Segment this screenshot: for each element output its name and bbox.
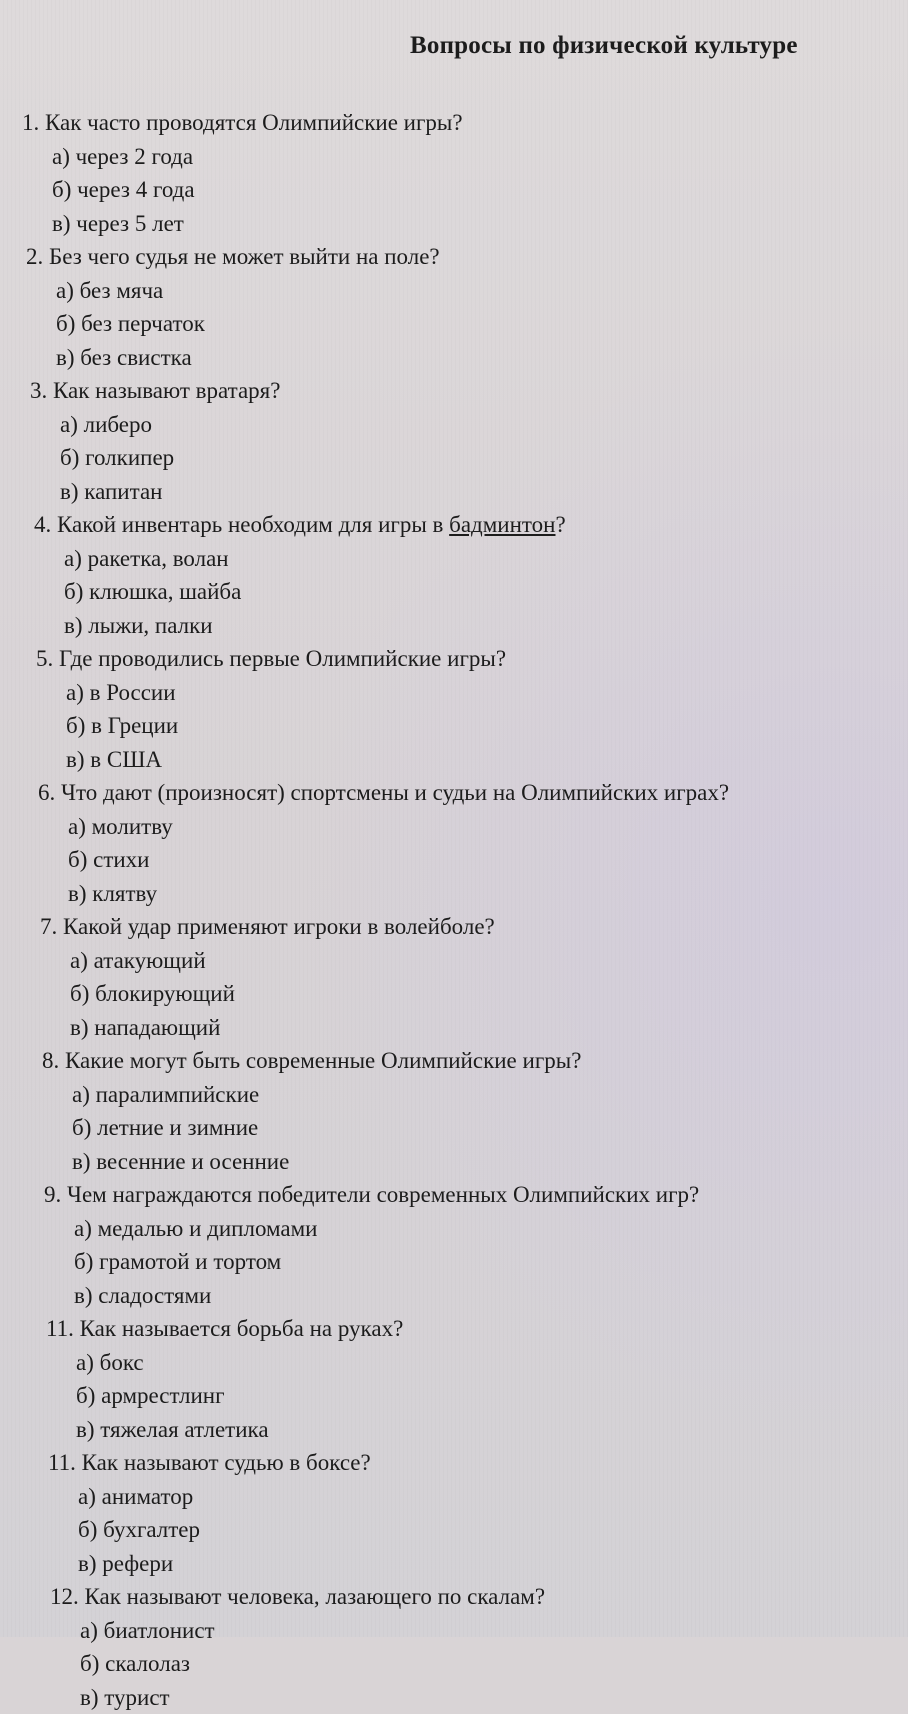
answer-option: а) паралимпийские (42, 1078, 902, 1112)
answer-option: в) тяжелая атлетика (46, 1413, 902, 1447)
question-2 (22, 240, 902, 374)
answer-option: в) капитан (30, 475, 902, 509)
answer-option: а) через 2 года (22, 140, 902, 174)
answer-option: в) без свистка (26, 341, 902, 375)
question-text: 5. Где проводились первые Олимпийские игры? (36, 642, 902, 676)
answer-option: а) биатлонист (50, 1614, 902, 1648)
answer-option: б) бухгалтер (48, 1513, 902, 1547)
answer-option: в) в США (36, 743, 902, 777)
question-11a (22, 1312, 902, 1446)
question-7 (22, 910, 902, 1044)
question-11b (22, 1446, 902, 1580)
answer-option: б) блокирующий (40, 977, 902, 1011)
answer-option: в) через 5 лет (22, 207, 902, 241)
answer-option: б) без перчаток (26, 307, 902, 341)
answer-option: в) турист (50, 1681, 902, 1714)
answer-option: б) армрестлинг (46, 1379, 902, 1413)
answer-option: а) без мяча (26, 274, 902, 308)
answer-option: б) летние и зимние (42, 1111, 902, 1145)
question-9 (22, 1178, 902, 1312)
question-text: 3. Как называют вратаря? (30, 374, 902, 408)
question-text-end: ? (555, 512, 565, 537)
answer-option: в) нападающий (40, 1011, 902, 1045)
answer-option: а) в России (36, 676, 902, 710)
question-12 (22, 1580, 902, 1714)
question-list (22, 106, 902, 1714)
answer-option: а) атакующий (40, 944, 902, 978)
question-text: 9. Чем награждаются победители современных Олимпийских игр? (44, 1178, 902, 1212)
question-text: 11. Как называется борьба на руках? (46, 1312, 902, 1346)
page-title: Вопросы по физической культуре (410, 32, 798, 60)
answer-option: в) рефери (48, 1547, 902, 1581)
question-text: 6. Что дают (произносят) спортсмены и судьи на Олимпийских играх? (38, 776, 902, 810)
answer-option: б) стихи (38, 843, 902, 877)
question-1 (22, 106, 902, 240)
question-8 (22, 1044, 902, 1178)
question-text: 12. Как называют человека, лазающего по скалам? (50, 1580, 902, 1614)
answer-option: а) медалью и дипломами (44, 1212, 902, 1246)
question-5 (22, 642, 902, 776)
answer-option: б) через 4 года (22, 173, 902, 207)
answer-option: а) бокс (46, 1346, 902, 1380)
answer-option: в) лыжи, палки (34, 609, 902, 643)
answer-option: б) голкипер (30, 441, 902, 475)
answer-option: а) либеро (30, 408, 902, 442)
answer-option: а) молитву (38, 810, 902, 844)
answer-option: а) ракетка, волан (34, 542, 902, 576)
question-text-start: 4. Какой инвентарь необходим для игры в (34, 512, 449, 537)
answer-option: в) сладостями (44, 1279, 902, 1313)
answer-option: б) грамотой и тортом (44, 1245, 902, 1279)
question-text: 11. Как называют судью в боксе? (48, 1446, 902, 1480)
answer-option: б) клюшка, шайба (34, 575, 902, 609)
question-text (34, 508, 902, 542)
answer-option: в) клятву (38, 877, 902, 911)
question-3 (22, 374, 902, 508)
question-6 (22, 776, 902, 910)
answer-option: в) весенние и осенние (42, 1145, 902, 1179)
question-text: 1. Как часто проводятся Олимпийские игры? (22, 106, 902, 140)
question-text: 8. Какие могут быть современные Олимпийские игры? (42, 1044, 902, 1078)
question-4 (22, 508, 902, 642)
answer-option: а) аниматор (48, 1480, 902, 1514)
question-text: 2. Без чего судья не может выйти на поле? (26, 240, 902, 274)
underlined-word: бадминтон (449, 512, 555, 537)
question-text: 7. Какой удар применяют игроки в волейболе? (40, 910, 902, 944)
answer-option: б) скалолаз (50, 1647, 902, 1681)
answer-option: б) в Греции (36, 709, 902, 743)
